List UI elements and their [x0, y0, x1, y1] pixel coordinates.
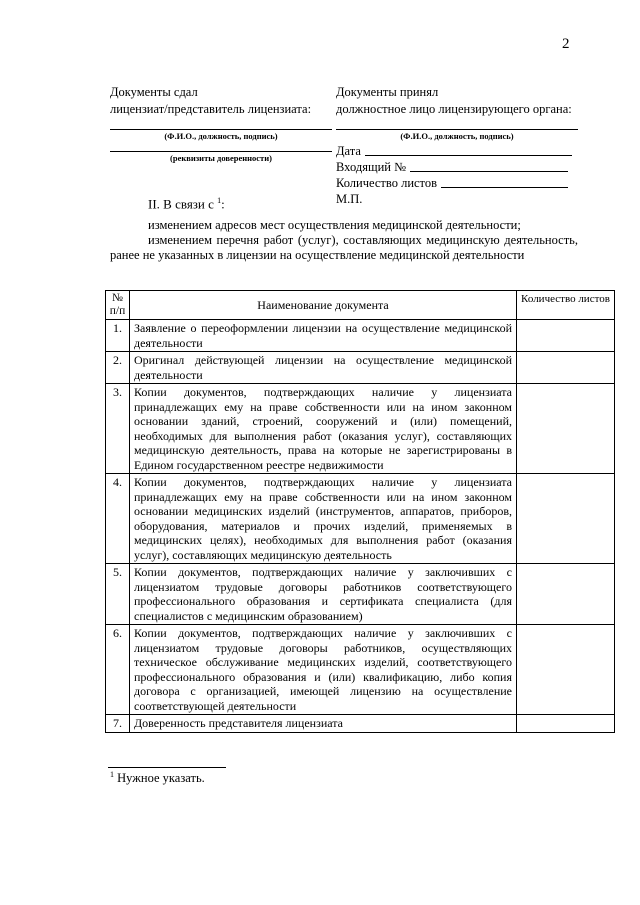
row-number: 6.	[106, 625, 130, 715]
incoming-number-label: Входящий №	[336, 160, 407, 174]
table-row	[106, 320, 615, 352]
received-signature-caption: (Ф.И.О., должность, подпись)	[400, 131, 514, 141]
row-document-name: Заявление о переоформлении лицензии на осуществление медицинской деятельности	[130, 320, 517, 352]
received-block	[336, 84, 578, 207]
received-title-line1: Документы принял	[336, 85, 439, 99]
sheets-count-label: Количество листов	[336, 176, 438, 190]
table-row	[106, 564, 615, 625]
table-row	[106, 625, 615, 715]
stamp-label: М.П.	[336, 192, 363, 206]
row-document-name: Копии документов, подтверждающих наличие у заключивших с лицензиатом трудовые договоры работников, осуществляющих техническое обслуживание медицинских изделий, соответствующего профессионального образования и (или) квалификацию, либо копия договора с организацией, имеющей лицензию на осуществление соответствующей деятельности	[130, 625, 517, 715]
header-name: Наименование документа	[130, 291, 517, 320]
header-count: Количество листов	[517, 291, 615, 320]
row-document-name: Оригинал действующей лицензии на осуществление медицинской деятельности	[130, 352, 517, 384]
row-sheet-count[interactable]	[517, 384, 615, 474]
row-sheet-count[interactable]	[517, 352, 615, 384]
table-row	[106, 715, 615, 733]
reason-services-change: изменением перечня работ (услуг), составляющих медицинскую деятельность, ранее не указанных в лицензии на осуществление медицинской деятельности	[110, 233, 578, 262]
row-number: 2.	[106, 352, 130, 384]
row-number: 1.	[106, 320, 130, 352]
table-row	[106, 384, 615, 474]
footnote-text: Нужное указать.	[117, 771, 205, 786]
submitted-block	[110, 84, 332, 165]
row-number: 4.	[106, 474, 130, 564]
documents-table	[105, 290, 615, 733]
row-sheet-count[interactable]	[517, 474, 615, 564]
section-footnote-ref: 1	[217, 196, 222, 205]
received-title-line2: должностное лицо лицензирующего органа:	[336, 102, 572, 116]
date-field	[336, 143, 572, 159]
date-label: Дата	[336, 144, 361, 158]
row-number: 7.	[106, 715, 130, 733]
incoming-number-line[interactable]	[410, 171, 568, 172]
submitted-title-line2: лицензиат/представитель лицензиата:	[110, 102, 312, 116]
footnote-divider	[108, 767, 226, 768]
row-document-name: Копии документов, подтверждающих наличие у заключивших с лицензиатом трудовые договоры работников соответствующего профессионального образования и сертификата специалиста (для специалистов с медицинским образованием)	[130, 564, 517, 625]
header-number: № п/п	[106, 291, 130, 320]
table-header-row	[106, 291, 615, 320]
row-document-name: Копии документов, подтверждающих наличие у лицензиата принадлежащих ему на праве собственности или на ином законном основании медицинских изделий (инструментов, аппаратов, приборов, оборудования, материалов и прочих изделий, применяемых в медицинских целях), необходимых для выполнения работ (оказания услуг), составляющих медицинскую деятельность	[130, 474, 517, 564]
row-sheet-count[interactable]	[517, 625, 615, 715]
reason-address-change: изменением адресов мест осуществления медицинской деятельности;	[148, 218, 521, 232]
row-number: 5.	[106, 564, 130, 625]
incoming-number-field	[336, 159, 568, 175]
stamp-field	[336, 191, 578, 207]
date-line[interactable]	[365, 155, 572, 156]
page-number: 2	[562, 36, 570, 52]
row-document-name: Доверенность представителя лицензиата	[130, 715, 517, 733]
footnote-marker: 1	[110, 770, 114, 779]
section-heading-text: II. В связи с	[148, 196, 214, 212]
row-number: 3.	[106, 384, 130, 474]
table-row	[106, 352, 615, 384]
section-heading: II. В связи с $^1$:	[148, 196, 225, 212]
sheets-count-line[interactable]	[441, 187, 568, 188]
row-document-name: Копии документов, подтверждающих наличие у лицензиата принадлежащих ему на праве собственности или на ином законном основании зданий, строений, сооружений и (или) помещений, необходимых для выполнения работ (оказания услуг), составляющих медицинскую деятельность, права на которые не зарегистрированы в Едином государственном реестре недвижимости	[130, 384, 517, 474]
submitted-signature-caption: (Ф.И.О., должность, подпись)	[164, 131, 278, 141]
table-row	[106, 474, 615, 564]
row-sheet-count[interactable]	[517, 715, 615, 733]
footnote	[110, 770, 205, 786]
row-sheet-count[interactable]	[517, 320, 615, 352]
row-sheet-count[interactable]	[517, 564, 615, 625]
sheets-count-field	[336, 175, 568, 191]
submitted-title-line1: Документы сдал	[110, 85, 198, 99]
power-of-attorney-caption: (реквизиты доверенности)	[170, 153, 272, 163]
